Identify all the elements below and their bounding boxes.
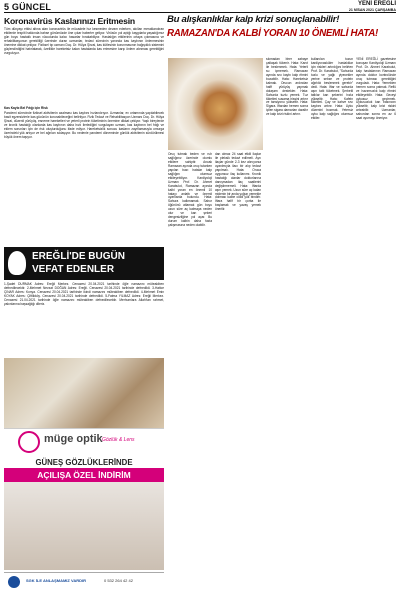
left-article-body-2: Pandemi sürecinde fiziksel aktivitenin azalması kas kaybını hızlandırıyor. Uzmanlar, ev ortamında yapılabilecek basit egzersizlerle kas gücünün korunabileceğini belirtiyor. Fizik Tedavi ve Rehabilitasyon Uzmanı Doç. Dr. Hülya Şirzai, düzenli yürüyüş, esneme hareketleri ve yeterli protein tüketiminin önemine dikkat çekiyor. Yaşlı bireylerde ve kronik hastalığı olanlarda kas kaybının daha hızlı ilerlediğini vurgulayan uzman, kas kaybının bel fıtığı ve eklem sorunları için de risk oluşturduğunu ifade ediyor. Hareketsizlik sonucu kasların zayıflamasıyla omurga üzerindeki yük artıyor ve bel ağrıları sıklaşıyor. Bu nedenle pandemi döneminde günlük aktivitenin sürdürülmesi büyük önem taşıyor. bbox=[4, 111, 165, 139]
ad-brand: müge optik bbox=[44, 433, 103, 445]
section-label: 5 GÜNCEL bbox=[4, 2, 52, 12]
obituary-title-1: EREĞLİ'DE BUGÜN bbox=[32, 251, 125, 262]
issue-date: 21 NİSAN 2021 ÇARŞAMBA bbox=[348, 8, 396, 12]
ad-footer bbox=[4, 572, 164, 591]
right-col-4: kullanılan tuzun kardiyovasküler hastalıklar için riskleri artırdığını belirten Prof. Dr. Karabulut, "Sahurda tuzlu ve yağlı yiyecekler yerine sebze ve protein ağırlıklı beslenmek gerekir" dedi. Hata: İftar ve sahurda aşırı tatlı tüketmek. Şerbetli tatlılar kan şekerini hızla yükseltir. Hata: Kafein tüketimi. Çay ve kahve sıvı kaybını artırır. Hata: Uyku düzenini bozmak. Yetersiz uyku kalp sağlığını olumsuz etkiler. bbox=[311, 57, 354, 121]
obituary-banner bbox=[4, 247, 164, 280]
ad-slogan-1: GÜNEŞ GÖZLÜKLERİNDE bbox=[35, 458, 133, 467]
right-col-3: sıkmadan birer zabaye çatlaşak tükenir. Hata: Kanıt ile beslenmek. Hata: Yeterli su içmemek. Ramazan ayında sıvı kaybı kalp ritmini bozabilir. Hata: Hareketsiz kalmak. Orucun ardından hafif yürüyüş yapmak dolaşımı destekler. Hata: Sahurda tuzlu yemek. Tuz tüketimi susama hissini artırır ve tansiyonu yükseltir. Hata: Sigara. İftardan hemen sonra içilen sigara damarları daraltır ve kalp krizi riskini artırır. bbox=[266, 57, 309, 117]
left-article-subhead: Kas Kaybı Bel Fıtığı için Risk bbox=[4, 106, 48, 110]
eye-logo-icon bbox=[18, 431, 40, 453]
tulip-icon bbox=[8, 251, 26, 275]
header-rule bbox=[4, 12, 396, 13]
left-article-title: Koronavirüs Kaslarınızı Eritmesin bbox=[4, 16, 135, 26]
paper-name: YENİ EREĞLİ bbox=[357, 1, 396, 7]
left-article-body: Tüm dünyayı etkisi altına alan koronavirüs ile mücadele hız kesmeden devam ederken, akılları meraklandıran etkilerde tespiti hakkında bahse günümüzde öne çıkar haberler geliyor. Virüsün yol açtığı kaygılarla yaşadığımız gün boyu hastalık insan vücudunda kalıcı hasarlar bırakabiliyor. Hastalığın etkilerinin ortaya çıkmasına ve rehabilitasyonun gerekliliği üzerinde duran uzmanlar, tedavi sürecinin yanında kas kaybının önlenmesinin önemine dikkat çekiyor. Fiziksel tıp uzmanı Doç. Dr. Hülya Şirzai, kas kütlesinin korunmasının bağışıklık sistemini güçlendirdiğini hatırlatarak, özellikle hareketsiz kalan hastalarda kas erimesine karşı önlem alınması gerektiğini vurguluyor. bbox=[4, 27, 165, 55]
ad-brand-box bbox=[4, 428, 164, 459]
right-col-1: Oruç tutmak beden ve ruh sağlığınız üzerinde olumlu etkilere sahiptir. Ancak Ramazan ayında oruç tutarken yapılan bazı hatalar kalp sağlığını olumsuz etkileyebiliyor. Kardiyoloji Uzmanı Prof. Dr. Ahmet Karabulut, Ramazan ayında kalbi yoran en önemli 10 hatayı anlattı ve önemli uyarılarda bulundu. Hata: Sahura kalkmamak. Sahur öğününü atlamak gün boyu uzun süre aç kalmaya neden olur ve kan şekeri dengesizliğine yol açar. Bu durum kalbin daha fazla çalışmasına neden olabilir. bbox=[168, 152, 213, 228]
obituary-title-2: VEFAT EDENLER bbox=[32, 264, 115, 275]
sgk-logo-icon bbox=[8, 576, 20, 588]
ad-brand-sub: Gözlük & Lens bbox=[102, 437, 135, 443]
ad-footer-text: SGK İLE ANLAŞMAMIZ VARDIR bbox=[26, 578, 86, 583]
ad-slogan-2: AÇILIŞA ÖZEL İNDİRİM bbox=[4, 468, 164, 482]
right-col-2: dan olmaz 24 saat etkili ilaçlar ile pleksik tedavi edilmeli. Ayrı ilaçlar günde 2-3 kez alınıyorsa uyanlmıyla ilacı bir alıp tedavi yapılmalı. Hata: Oruca uygunsuz ilaç kullanımı. Kronik hastalığı olanlar doktorlarına danışmadan ilaç saatlerini değiştirmemeli. Hata: İftarda aşırı yemek. Uzun süre aç kalan midenin bir anda yoğun yemekle dolması kalbe ciddi yük bindirir. İftara hafif bir çorba ile başlamak ve yavaş yemek önerilir. bbox=[215, 152, 262, 212]
ad-photo bbox=[4, 358, 164, 428]
dates-photo bbox=[168, 58, 263, 150]
right-headline-1: Bu alışkanlıklar kalp krizi sonuçlanabilir! bbox=[167, 14, 340, 25]
ad-phone: 0 532 264 42 42 bbox=[104, 578, 133, 583]
ad-model-photo bbox=[4, 482, 164, 570]
obituary-list: 1-Şadet DURMAK Adres: Ereğli Merkez. Cenazesi 20.04.2021 tarihinde öğle namazını müteakiben defnedilecektir. 2-Mehmet Nevzat DOĞAN Adres: Ereğli. Cenazesi 20.04.2021 tarihinde defnedildi. 3-Hatice ÇINAR Adres: Konya. Cenazesi 20.04.2021 tarihinde ikindi namazını müteakiben defnedildi. 4-Mehmet Emin KOYAK Adres: Çiftlikköy. Cenazesi 20.04.2021 tarihinde defnedildi. 5-Fatma YILMAZ Adres: Ereğli Merkez. Cenazesi 21.04.2021 tarihinde öğle namazını müteakiben defnedilecektir. Merhumlara Allah'tan rahmet, yakınlarına başsağlığı dileriz. bbox=[4, 282, 165, 306]
right-headline-2: RAMAZAN'DA KALBİ YORAN 10 ÖNEMLİ HATA! bbox=[167, 28, 378, 39]
right-col-5: YENİ EREĞLİ gazetesine konuşan Kardiyoloji Uzmanı Prof. Dr. Ahmet Karabulut, kalp hastalarının Ramazan ayında doktor kontrolünde oruç tutması gerektiğini vurguladı. Hata: Yemekten hemen sonra yatmak. Reflü ve hazımsızlık kalp ritmini etkileyebilir. Hata: Geceyi uykusuz geçirmek. Uykusuzluk kan basıncını yükseltir, kalp krizi riskini artırabilir. Uzmanlar, sahurdan sonra en az 6 saat uyumayı öneriyor. bbox=[356, 57, 397, 121]
